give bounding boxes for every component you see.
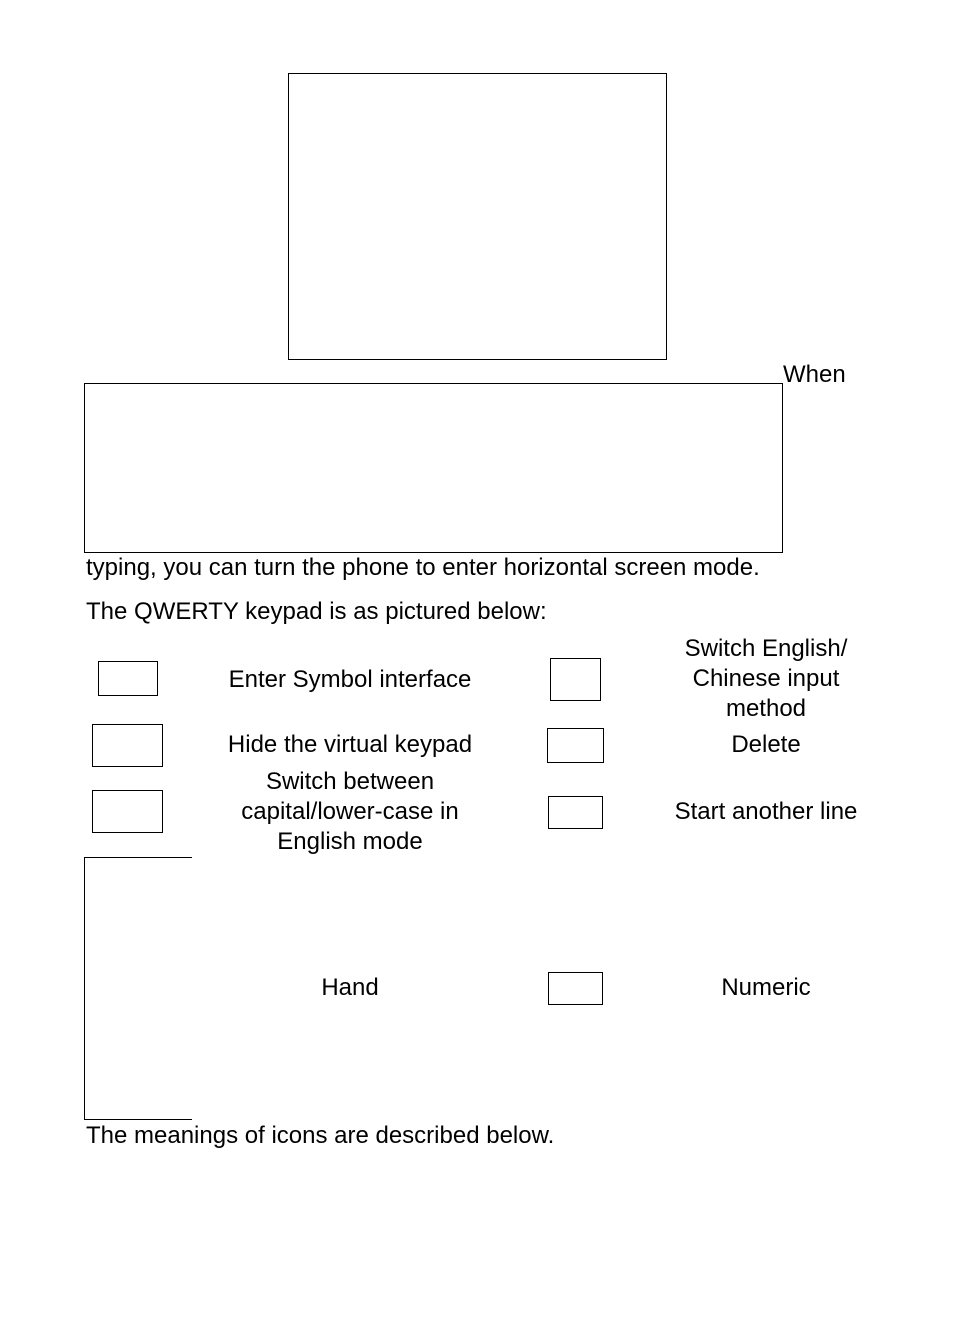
when-text: When — [783, 361, 846, 388]
icon-label-delete: Delete — [731, 731, 801, 758]
language-switch-key-icon — [550, 658, 601, 701]
meanings-text: The meanings of icons are described below. — [86, 1122, 555, 1149]
symbol-key-icon — [98, 661, 158, 696]
numeric-key-icon — [548, 972, 603, 1005]
delete-key-icon — [547, 728, 604, 763]
hide-keypad-key-icon — [92, 724, 163, 767]
qwerty-intro-text: The QWERTY keypad is as pictured below: — [86, 598, 547, 625]
icon-label-hide-keypad: Hide the virtual keypad — [227, 731, 473, 758]
icon-label-language-switch: Switch English/ Chinese input method — [684, 635, 848, 722]
phone-figure-portrait — [288, 73, 667, 360]
handwriting-key-icon — [84, 857, 192, 1120]
shift-key-icon — [92, 790, 163, 833]
icon-label-symbol: Enter Symbol interface — [228, 666, 472, 693]
icon-label-new-line: Start another line — [674, 798, 858, 825]
icon-label-numeric: Numeric — [721, 974, 811, 1001]
enter-key-icon — [548, 796, 603, 829]
icon-label-case-switch: Switch between capital/lower-case in English mode — [241, 768, 459, 855]
typing-text: typing, you can turn the phone to enter horizontal screen mode. — [86, 554, 760, 581]
phone-figure-landscape — [84, 383, 783, 553]
icon-label-hand: Hand — [321, 974, 379, 1001]
